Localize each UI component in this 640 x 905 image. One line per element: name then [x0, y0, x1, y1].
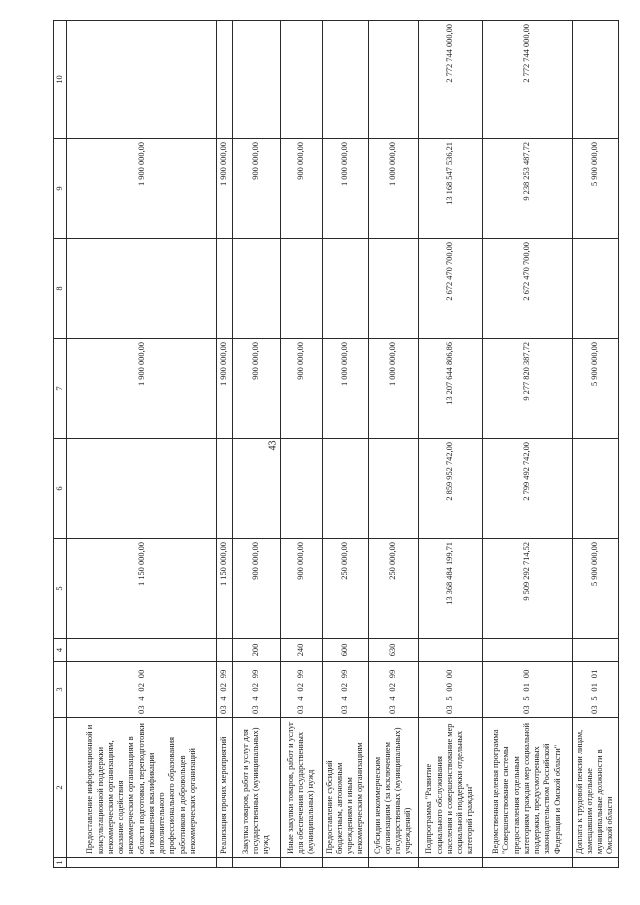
column-number-row	[54, 21, 67, 868]
row-amount-col7: 1 000 000,00	[368, 339, 418, 439]
row-amount-col9: 9 238 253 487,72	[482, 139, 572, 239]
row-amount-col5: 1 150 000,00	[217, 539, 232, 639]
row-amount-col7: 1 000 000,00	[322, 339, 368, 439]
row-code: 03 4 02 99	[280, 662, 322, 718]
row-amount-col6: 2 799 492 742,00	[482, 439, 572, 539]
column-number: 5	[54, 539, 67, 639]
table-row	[418, 21, 482, 868]
table-row	[67, 21, 217, 868]
row-amount-col6: 2 859 952 742,00	[418, 439, 482, 539]
row-expense-type	[67, 639, 217, 662]
row-amount-col9: 1 000 000,00	[368, 139, 418, 239]
row-amount-col8	[322, 239, 368, 339]
row-amount-col8	[217, 239, 232, 339]
row-amount-col10: 2 772 744 000,00	[418, 21, 482, 139]
row-amount-col7: 1 900 000,00	[67, 339, 217, 439]
row-amount-col5: 13 368 484 199,71	[418, 539, 482, 639]
column-number: 8	[54, 239, 67, 339]
row-name: Субсидии некоммерческим организациям (за исключением государственных (муниципальных) учреждений)	[368, 718, 418, 858]
row-expense-type	[572, 639, 618, 662]
budget-table	[53, 20, 619, 868]
row-amount-col9: 900 000,00	[280, 139, 322, 239]
row-code: 03 4 02 99	[322, 662, 368, 718]
row-amount-col6	[232, 439, 280, 539]
row-amount-col5: 9 509 292 714,52	[482, 539, 572, 639]
row-amount-col6	[572, 439, 618, 539]
column-number: 6	[54, 439, 67, 539]
column-number: 3	[54, 662, 67, 718]
row-code: 03 4 02 00	[67, 662, 217, 718]
table-row	[482, 21, 572, 868]
row-number-cell	[572, 858, 618, 868]
row-amount-col9: 13 168 547 536,21	[418, 139, 482, 239]
row-amount-col8	[368, 239, 418, 339]
row-expense-type: 240	[280, 639, 322, 662]
row-code: 03 5 01 00	[482, 662, 572, 718]
row-code: 03 4 02 99	[232, 662, 280, 718]
table-row	[368, 21, 418, 868]
row-number-cell	[368, 858, 418, 868]
row-amount-col6	[368, 439, 418, 539]
row-amount-col10	[322, 21, 368, 139]
row-amount-col9: 1 900 000,00	[217, 139, 232, 239]
row-number-cell	[67, 858, 217, 868]
row-number-cell	[482, 858, 572, 868]
row-name: Иные закупки товаров, работ и услуг для обеспечения государственных (муниципальных) нужд	[280, 718, 322, 858]
row-name: Предоставление субсидий бюджетным, автономным учреждениям и иным некоммерческим организациям	[322, 718, 368, 858]
column-number: 7	[54, 339, 67, 439]
row-amount-col6	[280, 439, 322, 539]
row-expense-type: 600	[322, 639, 368, 662]
row-amount-col5: 250 000,00	[368, 539, 418, 639]
column-number: 4	[54, 639, 67, 662]
row-amount-col6	[322, 439, 368, 539]
row-amount-col5: 1 150 000,00	[67, 539, 217, 639]
row-expense-type: 200	[232, 639, 280, 662]
row-number-cell	[322, 858, 368, 868]
row-amount-col7: 1 900 000,00	[217, 339, 232, 439]
column-number: 9	[54, 139, 67, 239]
table-row	[280, 21, 322, 868]
row-name: Закупка товаров, работ и услуг для государственных (муниципальных) нужд	[232, 718, 280, 858]
row-name: Ведомственная целевая программа "Совершенствование системы предоставления отдельным категориям граждан мер социальной поддержки, предусмотренных законодательством Российской Федерации и Омской области"	[482, 718, 572, 858]
row-code: 03 4 02 99	[368, 662, 418, 718]
row-amount-col10	[232, 21, 280, 139]
row-amount-col9: 5 900 000,00	[572, 139, 618, 239]
row-amount-col10	[67, 21, 217, 139]
row-amount-col8	[572, 239, 618, 339]
row-code: 03 5 01 01	[572, 662, 618, 718]
row-amount-col5: 900 000,00	[232, 539, 280, 639]
row-amount-col9: 900 000,00	[232, 139, 280, 239]
row-amount-col10	[368, 21, 418, 139]
row-amount-col8: 2 672 470 700,00	[418, 239, 482, 339]
row-amount-col8	[232, 239, 280, 339]
table-row	[217, 21, 232, 868]
row-amount-col6	[217, 439, 232, 539]
row-amount-col9: 1 900 000,00	[67, 139, 217, 239]
rotated-table-area	[53, 21, 615, 868]
row-expense-type	[217, 639, 232, 662]
row-amount-col6	[67, 439, 217, 539]
row-amount-col7: 900 000,00	[232, 339, 280, 439]
row-amount-col7: 900 000,00	[280, 339, 322, 439]
row-amount-col7: 9 277 820 387,72	[482, 339, 572, 439]
row-amount-col10	[217, 21, 232, 139]
row-amount-col7: 5 900 000,00	[572, 339, 618, 439]
row-name: Подпрограмма "Развитие социального обслуживания населения и совершенствование мер социальной поддержки отдельных категорий граждан"	[418, 718, 482, 858]
row-amount-col10	[572, 21, 618, 139]
row-amount-col8: 2 672 470 700,00	[482, 239, 572, 339]
row-amount-col10	[280, 21, 322, 139]
row-amount-col7: 13 207 644 806,86	[418, 339, 482, 439]
row-name: Реализация прочих мероприятий	[217, 718, 232, 858]
row-code: 03 5 00 00	[418, 662, 482, 718]
row-name: Доплата к трудовой пенсии лицам, замещавшим отдельные муниципальные должности в Омской области	[572, 718, 618, 858]
row-amount-col5: 5 900 000,00	[572, 539, 618, 639]
table-row	[232, 21, 280, 868]
row-number-cell	[280, 858, 322, 868]
row-number-cell	[217, 858, 232, 868]
row-number-cell	[418, 858, 482, 868]
row-number-cell	[232, 858, 280, 868]
row-amount-col5: 250 000,00	[322, 539, 368, 639]
table-row	[572, 21, 618, 868]
page-number: 43	[267, 440, 279, 451]
row-amount-col5: 900 000,00	[280, 539, 322, 639]
row-code: 03 4 02 99	[217, 662, 232, 718]
column-number: 1	[54, 858, 67, 868]
row-amount-col10: 2 772 744 000,00	[482, 21, 572, 139]
column-number: 2	[54, 718, 67, 858]
row-expense-type: 630	[368, 639, 418, 662]
row-expense-type	[482, 639, 572, 662]
row-name: Предоставление информационной и консультационной поддержки некоммерческим организациям, оказание содействия некоммерческим организациям в области подготовки, переподготовки и повышения квалификации дополнительного профессионального образования работников и добровольцев некоммерческих организаций	[67, 718, 217, 858]
column-number: 10	[54, 21, 67, 139]
row-amount-col8	[67, 239, 217, 339]
row-amount-col9: 1 000 000,00	[322, 139, 368, 239]
table-row	[322, 21, 368, 868]
row-expense-type	[418, 639, 482, 662]
row-amount-col8	[280, 239, 322, 339]
